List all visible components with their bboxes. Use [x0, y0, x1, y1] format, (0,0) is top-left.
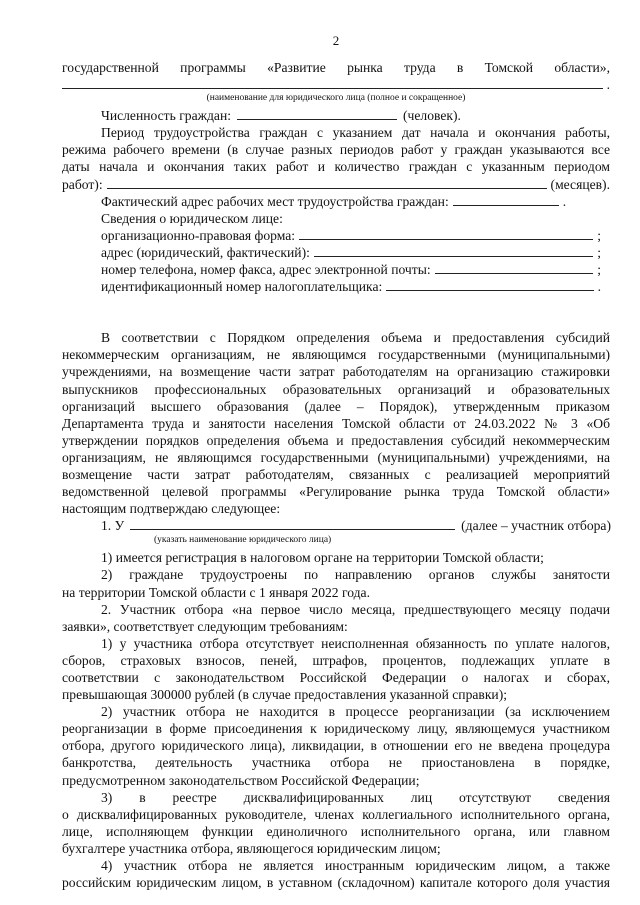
requirement-1: 1) у участника отбора отсутствует неисполненная обязанность по уплате налогов, сборов, страховых взносов, пеней, штрафов, процентов, подлежащих уплате в соответствии с законодательством Российской Федерации о налогах и сборах, превышающая 300000 рублей (в случае предоставления указанной справки);	[62, 635, 610, 703]
requirement-2: 2) участник отбора не находится в процессе реорганизации (за исключением реорганизации в форме присоединения к юридическому лицу, являющемуся участником отбора, другого юридического лица), ликвидации, в отношении его не введена процедура банкротства, деятельность участника отбора не приостановлена в порядке, предусмотренном законодательством Российской Федерации;	[62, 704, 610, 788]
inn-line: идентификационный номер налогоплательщика: .	[101, 279, 601, 295]
citizens-count-blank[interactable]	[237, 107, 397, 120]
main-paragraph: В соответствии с Порядком определения объема и предоставления субсидий некоммерческим организациям, не являющимся государственными (муниципальными) учреждениями, на возмещение части затрат работодателям на организацию стажировки выпускников профессиональных образовательных организаций и образовательных организаций высшего образования (далее – Порядок), утвержденным приказом Департамента труда и занятости населения Томской области от 24.03.2022 № 3 «Об утверждении порядков определения объема и предоставления субсидий некоммерческим организациям, не являющимся государственными (муниципальными) учреждениями, на возмещение части затрат работодателям, связанных с реализацией мероприятий ведомственной целевой программы «Регулирование рынка труда Томской области» настоящим подтверждаю следующее:	[62, 330, 610, 517]
org-name-blank[interactable]	[62, 76, 603, 89]
org-form-line: организационно-правовая форма: ;	[101, 227, 601, 243]
address-blank[interactable]	[314, 244, 593, 257]
item-1-2b: на территории Томской области с 1 января 2022 года.	[62, 584, 370, 600]
org-form-blank[interactable]	[299, 227, 593, 240]
requirement-4: 4) участник отбора не является иностранным юридическим лицом, а также российским юридическим лицом, в уставном (складочном) капитале которого доля участия	[62, 858, 610, 891]
period-line-2: режима рабочего времени (в случае разных периодов работ у граждан указываются все	[62, 142, 610, 158]
work-address-blank[interactable]	[453, 193, 559, 206]
item-2b: заявки», соответствует следующим требованиям:	[62, 618, 348, 634]
address-line: адрес (юридический, фактический): ;	[101, 244, 601, 260]
legal-info-heading: Сведения о юридическом лице:	[101, 210, 283, 226]
program-title-line: государственной программы «Развитие рынка труда в Томской области»,	[62, 60, 610, 75]
work-address-line: Фактический адрес рабочих мест трудоустройства граждан: .	[101, 193, 567, 209]
period-line-4: работ): (месяцев).	[62, 176, 610, 192]
contacts-line: номер телефона, номер факса, адрес электронной почты: ;	[101, 262, 601, 278]
org-name-caption: (наименование для юридического лица (полное и сокращенное)	[206, 93, 466, 104]
period-line-3: даты начала и окончания таких работ и количество граждан с указанным периодом	[62, 159, 610, 175]
item-1-1: 1) имеется регистрация в налоговом органе на территории Томской области;	[101, 550, 544, 566]
participant-name-blank[interactable]	[130, 517, 455, 530]
participant-line: 1. У (далее – участник отбора)	[101, 518, 611, 534]
period-line-1: Период трудоустройства граждан с указанием дат начала и окончания работы,	[101, 125, 610, 141]
item-2a: 2. Участник отбора «на первое число месяца, предшествующего месяцу подачи	[101, 601, 610, 617]
participant-caption: (указать наименование юридического лица)	[154, 535, 332, 546]
item-1-2a: 2) граждане трудоустроены по направлению органов службы занятости	[101, 567, 610, 583]
document-body	[62, 59, 610, 891]
page-number: 2	[332, 33, 340, 48]
org-name-line: .	[62, 76, 610, 93]
contacts-blank[interactable]	[435, 261, 594, 274]
citizens-count-line: Численность граждан: (человек).	[101, 108, 461, 124]
requirement-3: 3) в реестре дисквалифицированных лиц отсутствуют сведения о дисквалифицированных руководителе, членах коллегиального исполнительного органа, лице, исполняющем функции единоличного исполнительного органа, или главном бухгалтере участника отбора, являющегося юридическим лицом;	[62, 789, 610, 856]
period-blank[interactable]	[107, 176, 547, 189]
inn-blank[interactable]	[386, 278, 593, 291]
